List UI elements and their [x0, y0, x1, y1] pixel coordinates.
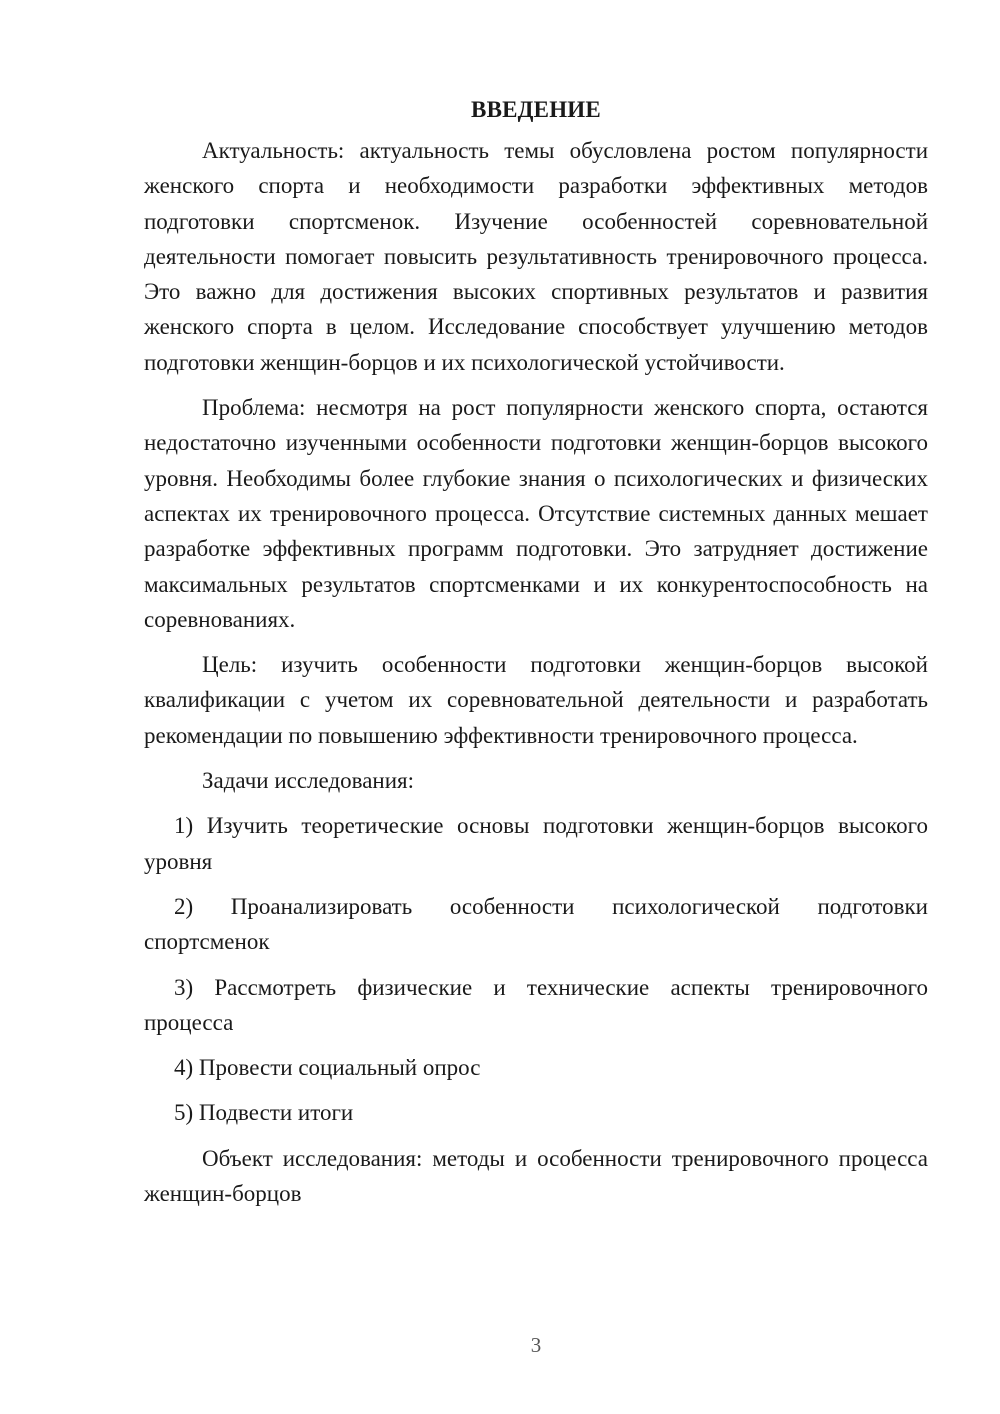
tasks-heading: Задачи исследования: [202, 768, 415, 794]
task-item-3: 3) Рассмотреть физические и технические аспекты тренировочного процесса [144, 974, 928, 1035]
paragraph-object: Объект исследования: методы и особенности тренировочного процесса женщин-борцов [144, 1145, 928, 1207]
task-item-4: 4) Провести социальный опрос [174, 1055, 481, 1081]
paragraph-goal: Цель: изучить особенности подготовки женщин-борцов высокой квалификации с учетом их соревновательной деятельности и разработать рекомендации по повышению эффективности тренировочного процесса. [144, 652, 928, 748]
task-item-5: 5) Подвести итоги [174, 1100, 354, 1126]
page-title: ВВЕДЕНИЕ [471, 97, 601, 122]
document-page [144, 92, 928, 1211]
task-item-2: 2) Проанализировать особенности психологической подготовки спортсменок [144, 893, 928, 955]
task-item-1: 1) Изучить теоретические основы подготовки женщин-борцов высокого уровня [144, 813, 928, 874]
page-number: 3 [530, 1333, 542, 1357]
paragraph-problem: Проблема: несмотря на рост популярности женского спорта, остаются недостаточно изученными особенности подготовки женщин-борцов высокого уровня. Необходимы более глубокие знания о психологических и физических аспектах их тренировочного процесса. Отсутствие системных данных мешает разработке эффективных программ подготовки. Это затрудняет достижение максимальных результатов спортсменками и их конкурентоспособность на соревнованиях. [144, 395, 928, 632]
paragraph-relevance: Актуальность: актуальность темы обусловлена ростом популярности женского спорта и необходимости разработки эффективных методов подготовки спортсменок. Изучение особенностей соревновательной деятельности помогает повысить результативность тренировочного процесса. Это важно для достижения высоких спортивных результатов и развития женского спорта в целом. Исследование способствует улучшению методов подготовки женщин-борцов и их психологической устойчивости. [144, 138, 928, 375]
